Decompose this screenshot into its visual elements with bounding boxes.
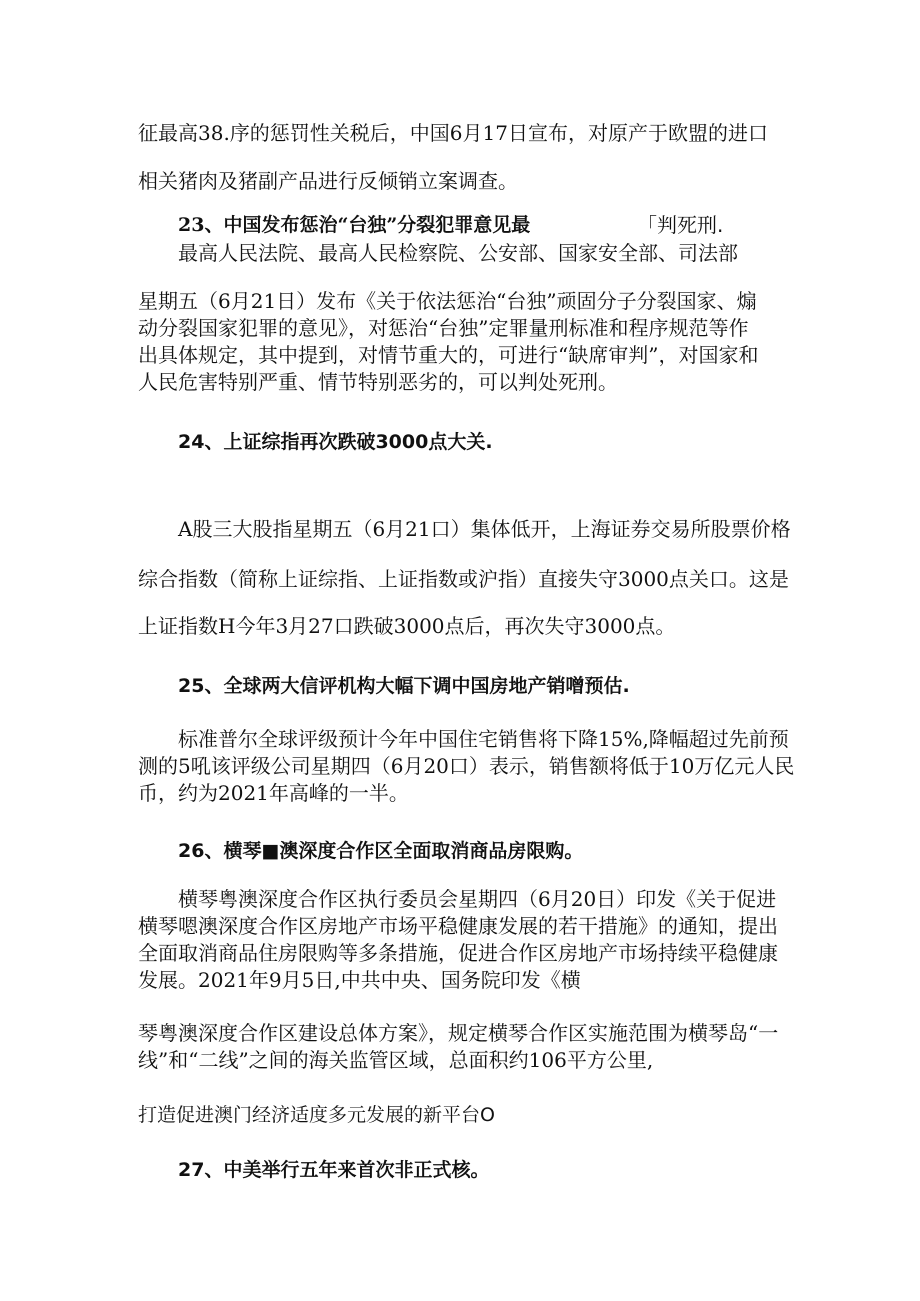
item-24-line-1: A股三大股指星期五（6月21口）集体低开，上海证券交易所股票价格 <box>178 517 791 541</box>
item-26-line-5: 琴粤澳深度合作区建设总体方案》，规定横琴合作区实施范围为横琴岛“一 <box>138 1021 779 1045</box>
item-23-line-4: 出具体规定，其中提到，对情节重大的，可进行“缺席审判”，对国家和 <box>138 343 759 367</box>
item-27-heading: 27、中美举行五年来首次非正式核。 <box>178 1159 490 1181</box>
item-26-line-4: 发展。2021年9月5日,中共中央、国务院印发《横 <box>138 968 581 992</box>
item-26-line-6: 线”和“二线”之间的海关监管区域，总面积约106平方公里, <box>138 1048 654 1072</box>
item-23-line-3: 动分裂国家犯罪的意见》，对惩治“台独”定罪量刑标准和程序规范等作 <box>138 316 749 340</box>
item-25-line-1: 标准普尔全球评级预计今年中国住宅销售将下降15%,降幅超过先前预 <box>178 727 789 751</box>
item-25-line-3: 币，约为2021年高峰的一半。 <box>138 781 409 805</box>
item-23-line-1: 最高人民法院、最高人民检察院、公安部、国家安全部、司法部 <box>178 241 738 265</box>
item-25-line-2: 测的5吼该评级公司星期四（6月20口）表示，销售额将低于10万亿元人民 <box>138 754 795 778</box>
item-26-line-1: 横琴粤澳深度合作区执行委员会星期四（6月20日）印发《关于促进 <box>178 887 777 911</box>
item-23-line-5: 人民危害特别严重、情节特别恶劣的，可以判处死刑。 <box>138 370 618 394</box>
item-26-heading: 26、横琴■澳深度合作区全面取消商品房限购。 <box>178 840 584 862</box>
item-24-heading: 24、上证综指再次跌破3000点大关. <box>178 431 493 453</box>
item-26-line-2: 横琴嗯澳深度合作区房地产市场平稳健康发展的若干措施》的通知，提出 <box>138 914 778 938</box>
item-25-heading: 25、全球两大信评机构大幅下调中国房地产销噌预估. <box>178 675 630 697</box>
item-26-line-7: 打造促进澳门经济适度多元发展的新平台O <box>138 1104 495 1126</box>
item-23-heading-tail: 「判死刑. <box>637 213 724 237</box>
intro-line-1: 征最高38.序的惩罚性关税后，中国6月17日宣布，对原产于欧盟的进口 <box>138 121 768 145</box>
item-26-line-3: 全面取消商品住房限购等多条措施，促进合作区房地产市场持续平稳健康 <box>138 941 778 965</box>
item-23-line-2: 星期五（6月21日）发布《关于依法惩治“台独”顽固分子分裂国家、煽 <box>138 289 757 313</box>
item-23-heading: 23、中国发布惩治“台独”分裂犯罪意见最 <box>178 214 531 236</box>
item-24-line-2: 综合指数（简称上证综指、上证指数或沪指）直接失守3000点关口。这是 <box>138 567 789 591</box>
intro-line-2: 相关猪肉及猪副产品进行反倾销立案调查。 <box>138 169 518 193</box>
item-24-line-3: 上证指数H今年3月27口跌破3000点后，再次失守3000点。 <box>138 614 676 638</box>
